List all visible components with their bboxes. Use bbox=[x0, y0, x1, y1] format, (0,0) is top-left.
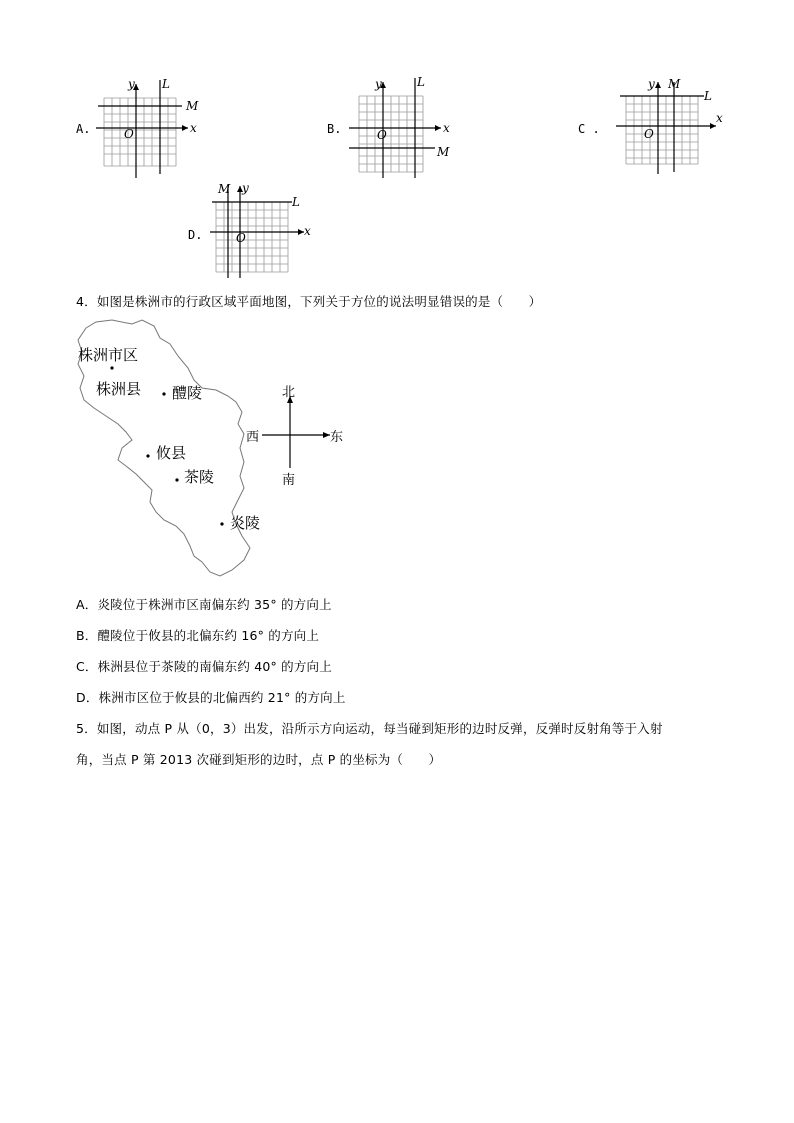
y-axis-label: y bbox=[242, 181, 249, 195]
question-5-line-1: 5．如图，动点 P 从（0，3）出发，沿所示方向运动，每当碰到矩形的边时反弹，反弹时反射角等于入射 bbox=[76, 721, 663, 736]
line-m-label: M bbox=[186, 99, 199, 113]
option-d-letter: D. bbox=[188, 228, 203, 242]
compass-west-label: 西 bbox=[246, 430, 260, 445]
option-c-grid-figure bbox=[612, 76, 722, 176]
place-dot bbox=[175, 478, 178, 481]
line-m-label: M bbox=[437, 145, 450, 159]
origin-label: O bbox=[644, 127, 654, 141]
compass-north-label: 北 bbox=[282, 385, 296, 400]
y-axis-label: y bbox=[128, 77, 135, 91]
option-a-letter: A. bbox=[76, 122, 91, 136]
question-4-text: 4．如图是株洲市的行政区域平面地图，下列关于方位的说法明显错误的是（ ） bbox=[76, 294, 542, 309]
x-axis-label: x bbox=[304, 224, 311, 238]
line-l-label: L bbox=[292, 195, 300, 209]
origin-label: O bbox=[377, 128, 387, 142]
map-label-liling: 醴陵 bbox=[172, 384, 203, 402]
line-l-label: L bbox=[417, 75, 425, 89]
y-axis-label: y bbox=[375, 77, 382, 91]
q4-option-d: D．株洲市区位于攸县的北偏西约 21° 的方向上 bbox=[76, 690, 346, 705]
option-c-letter: C . bbox=[578, 122, 600, 136]
place-dot bbox=[110, 366, 113, 369]
origin-label: O bbox=[124, 127, 134, 141]
compass-east-arrow bbox=[323, 432, 330, 438]
option-b-letter: B. bbox=[327, 122, 342, 136]
y-axis-label: y bbox=[648, 77, 655, 91]
x-axis-label: x bbox=[716, 111, 723, 125]
compass-south-label: 南 bbox=[282, 473, 296, 488]
map-label-youxian: 攸县 bbox=[156, 444, 187, 462]
q4-option-b: B．醴陵位于攸县的北偏东约 16° 的方向上 bbox=[76, 628, 320, 643]
option-a-grid-figure bbox=[92, 78, 204, 178]
place-dot bbox=[162, 392, 165, 395]
q4-option-a: A．炎陵位于株洲市区南偏东约 35° 的方向上 bbox=[76, 597, 332, 612]
zhuzhou-map-figure bbox=[72, 316, 352, 580]
option-d-grid-figure bbox=[206, 180, 312, 280]
x-axis-label: x bbox=[443, 121, 450, 135]
x-axis-label: x bbox=[190, 121, 197, 135]
place-dot bbox=[146, 454, 149, 457]
origin-label: O bbox=[236, 231, 246, 245]
map-label-yanling: 炎陵 bbox=[230, 514, 261, 532]
line-m-label: M bbox=[218, 182, 231, 196]
map-label-chaling: 茶陵 bbox=[184, 468, 215, 486]
line-m-label: M bbox=[668, 77, 681, 91]
map-label-zhuzhou-county: 株洲县 bbox=[96, 380, 142, 398]
line-l-label: L bbox=[704, 89, 712, 103]
q4-option-c: C．株洲县位于茶陵的南偏东约 40° 的方向上 bbox=[76, 659, 332, 674]
compass-east-label: 东 bbox=[330, 430, 344, 445]
place-dot bbox=[220, 522, 223, 525]
option-b-grid-figure bbox=[345, 76, 457, 180]
question-5-line-2: 角，当点 P 第 2013 次碰到矩形的边时，点 P 的坐标为（ ） bbox=[76, 752, 442, 767]
line-l-label: L bbox=[162, 77, 170, 91]
map-label-zhuzhou-city: 株洲市区 bbox=[78, 346, 139, 364]
